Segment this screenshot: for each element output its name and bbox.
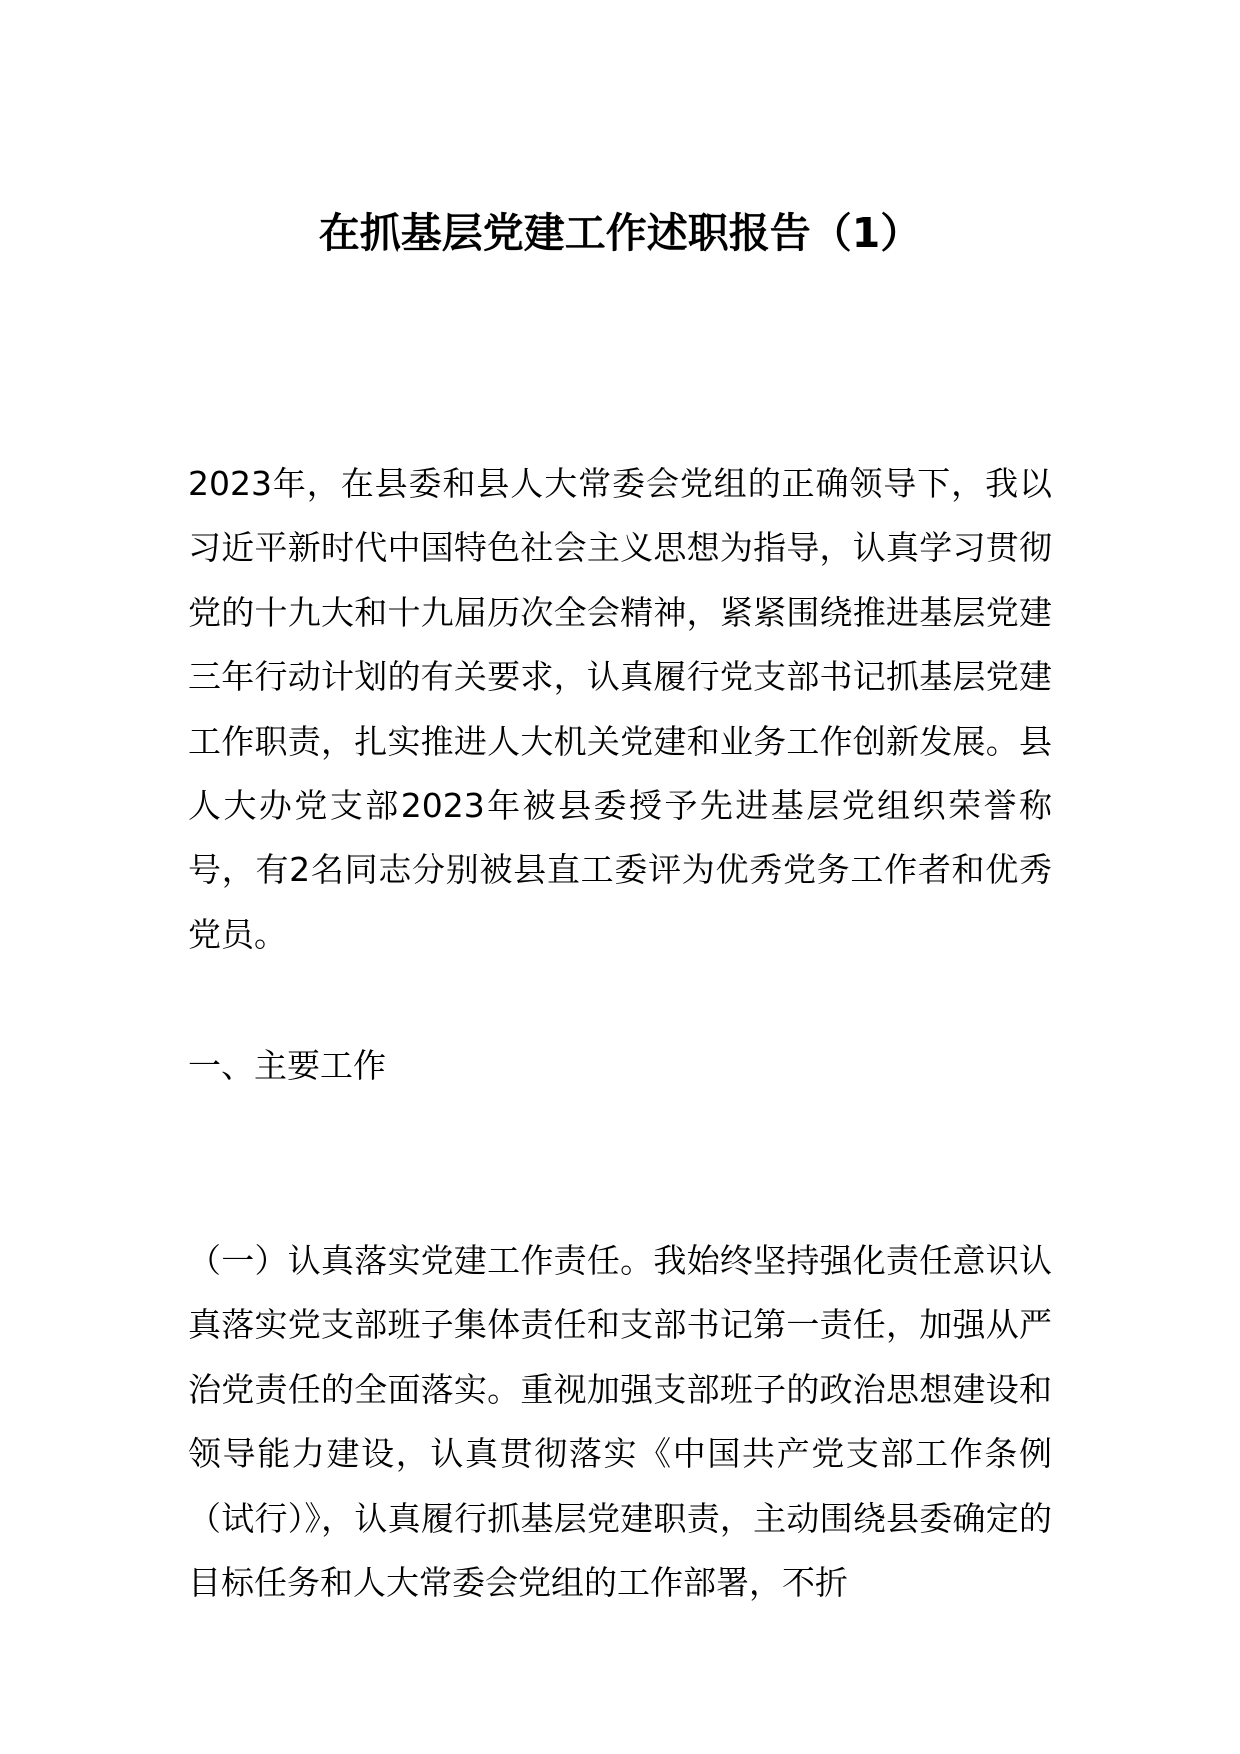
intro-paragraph: 2023年，在县委和县人大常委会党组的正确领导下，我以习近平新时代中国特色社会主义思想为指导，认真学习贯彻党的十九大和十九届历次全会精神，紧紧围绕推进基层党建三年行动计划的有关要求，认真履行党支部书记抓基层党建工作职责，扎实推进人大机关党建和业务工作创新发展。县人大办党支部2023年被县委授予先进基层党组织荣誉称号，有2名同志分别被县直工委评为优秀党务工作者和优秀党员。 (188, 464, 1052, 954)
section-1-paragraph: （一）认真落实党建工作责任。我始终坚持强化责任意识认真落实党支部班子集体责任和支部书记第一责任，加强从严治党责任的全面落实。重视加强支部班子的政治思想建设和领导能力建设，认真贯彻落实《中国共产党支部工作条例（试行）》，认真履行抓基层党建职责，主动围绕县委确定的目标任务和人大常委会党组的工作部署，不折 (188, 1241, 1052, 1603)
document-title: 在抓基层党建工作述职报告（1） (318, 209, 922, 257)
section-heading-main-work: 一、主要工作 (188, 1046, 386, 1085)
